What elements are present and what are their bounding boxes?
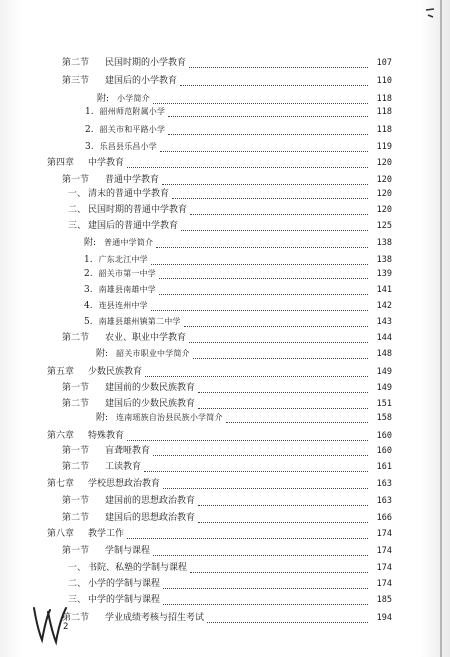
toc-leader-dots <box>198 376 368 393</box>
toc-entry-number: 三、 <box>68 221 87 231</box>
toc-entry-title: 普通中学简介 <box>104 238 154 247</box>
toc-entry-heading <box>47 155 124 171</box>
toc-leader-dots <box>190 556 368 573</box>
toc-entry-page: 143 <box>376 317 392 327</box>
toc-entry-title: 少数民族教育 <box>88 367 143 377</box>
toc-entry-heading <box>47 364 142 380</box>
toc-leader-dots <box>156 231 368 248</box>
toc-entry-heading <box>84 235 153 251</box>
toc-entry-heading <box>62 459 141 475</box>
toc-entry-heading <box>84 314 181 330</box>
toc-entry-title: 中学教育 <box>88 158 125 168</box>
toc-entry-heading <box>68 186 169 202</box>
toc-entry-page: 163 <box>376 496 392 506</box>
toc-entry-page: 142 <box>376 301 392 311</box>
toc-leader-dots <box>144 455 368 472</box>
toc-entry-number: 1. <box>85 107 94 117</box>
toc-leader-dots <box>153 439 368 456</box>
toc-entry-title: 工读教育 <box>105 462 142 472</box>
toc-entry-page: 194 <box>376 613 392 623</box>
toc-entry-title: 韶关市职业中学简介 <box>116 349 190 358</box>
toc-leader-dots <box>189 51 368 68</box>
toc-entry-page: 149 <box>376 367 392 377</box>
toc-leader-dots <box>190 198 368 215</box>
toc-leader-dots <box>127 151 368 168</box>
toc-entry-page: 120 <box>376 158 392 168</box>
toc-entry-page: 163 <box>376 479 392 489</box>
toc-entry-number: 三、 <box>68 595 87 605</box>
toc-entry-title: 南雄县雄州镇第二中学 <box>98 317 181 326</box>
toc-entry-heading <box>62 610 204 626</box>
toc-entry-page: 107 <box>376 58 392 68</box>
toc-entry-title: 韶州师范附属小学 <box>99 107 166 116</box>
toc-entry-page: 149 <box>376 383 392 393</box>
toc-entry-title: 清末的普通中学教育 <box>88 189 170 199</box>
toc-entry-title: 盲聋哑教育 <box>105 446 151 456</box>
toc-entry-number: 第三节 <box>62 76 90 86</box>
toc-entry-page: 158 <box>376 413 392 423</box>
toc-entry-title: 学制与课程 <box>105 546 151 556</box>
toc-entry-number: 第一节 <box>62 446 90 456</box>
toc-entry-number: 2. <box>84 269 93 279</box>
toc-entry-page: 118 <box>376 125 392 135</box>
toc-entry-page: 119 <box>376 142 392 152</box>
toc-leader-dots <box>226 406 368 423</box>
toc-entry-title: 民国时期的普通中学教育 <box>88 205 188 215</box>
toc-entry-number: 2. <box>85 125 94 135</box>
toc-entry-title: 建国前的少数民族教育 <box>105 383 196 393</box>
toc-entry-number: 第一节 <box>62 383 90 393</box>
toc-leader-dots <box>159 278 368 295</box>
toc-entry-title: 建国后的小学教育 <box>105 76 178 86</box>
toc-entry-heading <box>68 202 187 218</box>
toc-entry-page: 139 <box>376 269 392 279</box>
toc-entry-number: 一、 <box>68 189 87 199</box>
toc-entry-heading <box>47 476 160 492</box>
toc-entry-title: 连县连州中学 <box>98 301 148 310</box>
toc-entry-number: 5. <box>84 317 93 327</box>
toc-entry-heading <box>84 282 156 298</box>
toc-entry-page: 174 <box>376 546 392 556</box>
toc-entry-heading <box>47 428 124 444</box>
toc-leader-dots <box>168 100 368 117</box>
toc-entry-heading <box>68 576 160 592</box>
toc-entry-page: 120 <box>376 189 392 199</box>
toc-entry-page: 174 <box>376 563 392 573</box>
toc-entry-number: 第二节 <box>62 58 90 68</box>
toc-entry-title: 建国后的普通中学教育 <box>88 221 179 231</box>
toc-entry-title: 特殊教育 <box>88 431 125 441</box>
toc-entry-number: 第二节 <box>62 462 90 472</box>
toc-leader-dots <box>193 342 368 359</box>
toc-entry-number: 附: <box>96 413 109 423</box>
toc-entry-title: 韶关市和平路小学 <box>99 125 166 134</box>
toc-entry-page: 151 <box>376 399 392 409</box>
toc-entry-title: 农业、职业中学教育 <box>105 333 187 343</box>
toc-entry-number: 第一节 <box>62 496 90 506</box>
toc-entry-page: 166 <box>376 513 392 523</box>
toc-entry-page: 138 <box>376 238 392 248</box>
toc-leader-dots <box>172 182 368 199</box>
toc-entry-heading <box>62 493 195 509</box>
toc-entry-number: 第二节 <box>62 399 90 409</box>
toc-entry-heading <box>62 55 186 71</box>
toc-entry-title: 南雄县南雄中学 <box>98 285 156 294</box>
toc-entry-title: 乐昌县乐昌小学 <box>99 142 157 151</box>
toc-entry-heading <box>62 380 195 396</box>
toc-entry-page: 125 <box>376 221 392 231</box>
toc-entry-page: 148 <box>376 349 392 359</box>
toc-entry-page: 118 <box>376 107 392 117</box>
toc-entry-number: 二、 <box>68 205 87 215</box>
toc-entry-number: 附: <box>97 94 110 104</box>
toc-entry-page: 141 <box>376 285 392 295</box>
toc-leader-dots <box>184 310 368 327</box>
toc-leader-dots <box>145 360 368 377</box>
toc-entry-heading <box>85 122 165 138</box>
toc-leader-dots <box>198 506 368 523</box>
toc-entry-number: 第五章 <box>47 367 75 377</box>
toc-leader-dots <box>207 606 368 623</box>
toc-entry-number: 第一节 <box>62 546 90 556</box>
toc-entry-number: 第七章 <box>47 479 75 489</box>
toc-entry-number: 第一节 <box>62 175 90 185</box>
toc-entry-title: 中学的学制与课程 <box>88 595 161 605</box>
toc-entry-title: 小学简介 <box>117 94 150 103</box>
toc-entry-number: 一、 <box>68 563 87 573</box>
toc-entry-title: 民国时期的小学教育 <box>105 58 187 68</box>
toc-entry-number: 4. <box>84 301 93 311</box>
toc-entry-number: 二、 <box>68 579 87 589</box>
toc-entry-title: 建国后的少数民族教育 <box>105 399 196 409</box>
toc-entry-page: 174 <box>376 529 392 539</box>
toc-entry-heading <box>84 298 148 314</box>
toc-entry-number: 第二节 <box>62 513 90 523</box>
toc-entry-title: 建国前的思想政治教育 <box>105 496 196 506</box>
toc-leader-dots <box>198 489 368 506</box>
toc-entry-title: 教学工作 <box>88 529 125 539</box>
toc-entry-number: 第四章 <box>47 158 75 168</box>
toc-entry-number: 附: <box>84 238 97 248</box>
toc-entry-number: 第六章 <box>47 431 75 441</box>
toc-entry-number: 第八章 <box>47 529 75 539</box>
toc-leader-dots <box>153 539 368 556</box>
toc-leader-dots <box>180 69 368 86</box>
toc-entry-number: 3. <box>85 142 94 152</box>
toc-entry-page: 110 <box>376 76 392 86</box>
toc-entry-page: 118 <box>376 94 392 104</box>
toc-entry-heading <box>62 330 186 346</box>
toc-entry-title: 连南瑶族自治县民族小学简介 <box>116 413 223 422</box>
toc-entry-title: 普通中学教育 <box>105 175 160 185</box>
toc-entry-number: 第二节 <box>62 613 90 623</box>
toc-entry-number: 1. <box>84 255 93 265</box>
toc-leader-dots <box>168 118 368 135</box>
toc-entry-page: 174 <box>376 579 392 589</box>
toc-entry-number: 第二节 <box>62 333 90 343</box>
toc-entry-page: 120 <box>376 205 392 215</box>
toc-leader-dots <box>163 472 368 489</box>
page-number: 2 <box>63 622 69 632</box>
toc-entry-title: 广东北江中学 <box>98 255 148 264</box>
toc-leader-dots <box>159 262 368 279</box>
toc-entry-title: 学业成绩考核与招生考试 <box>105 613 205 623</box>
toc-entry-title: 小学的学制与课程 <box>88 579 161 589</box>
toc-entry-heading <box>62 443 150 459</box>
toc-entry-title: 书院、私塾的学制与课程 <box>88 563 188 573</box>
toc-entry-number: 附: <box>96 349 109 359</box>
toc-leader-dots <box>160 135 368 152</box>
toc-entry-page: 138 <box>376 255 392 265</box>
toc-entry-number: 3. <box>84 285 93 295</box>
toc-entry-page: 161 <box>376 462 392 472</box>
toc-leader-dots <box>127 522 368 539</box>
toc-entry-heading <box>47 526 124 542</box>
toc-entry-page: 185 <box>376 595 392 605</box>
toc-leader-dots <box>151 294 368 311</box>
toc-entry-title: 建国后的思想政治教育 <box>105 513 196 523</box>
toc-entry-heading <box>85 104 165 120</box>
toc-entry-page: 120 <box>376 175 392 185</box>
toc-leader-dots <box>189 326 368 343</box>
toc-entry-heading <box>62 543 150 559</box>
toc-leader-dots <box>163 588 368 605</box>
toc-entry-heading <box>68 592 160 608</box>
toc-entry-page: 144 <box>376 333 392 343</box>
toc-entry-heading <box>84 266 156 282</box>
toc-entry-page: 160 <box>376 446 392 456</box>
toc-entry-title: 韶关市第一中学 <box>98 269 156 278</box>
toc-entry-title: 学校思想政治教育 <box>88 479 161 489</box>
toc-leader-dots <box>163 572 368 589</box>
toc-leader-dots <box>181 214 368 231</box>
toc-entry-page: 160 <box>376 431 392 441</box>
